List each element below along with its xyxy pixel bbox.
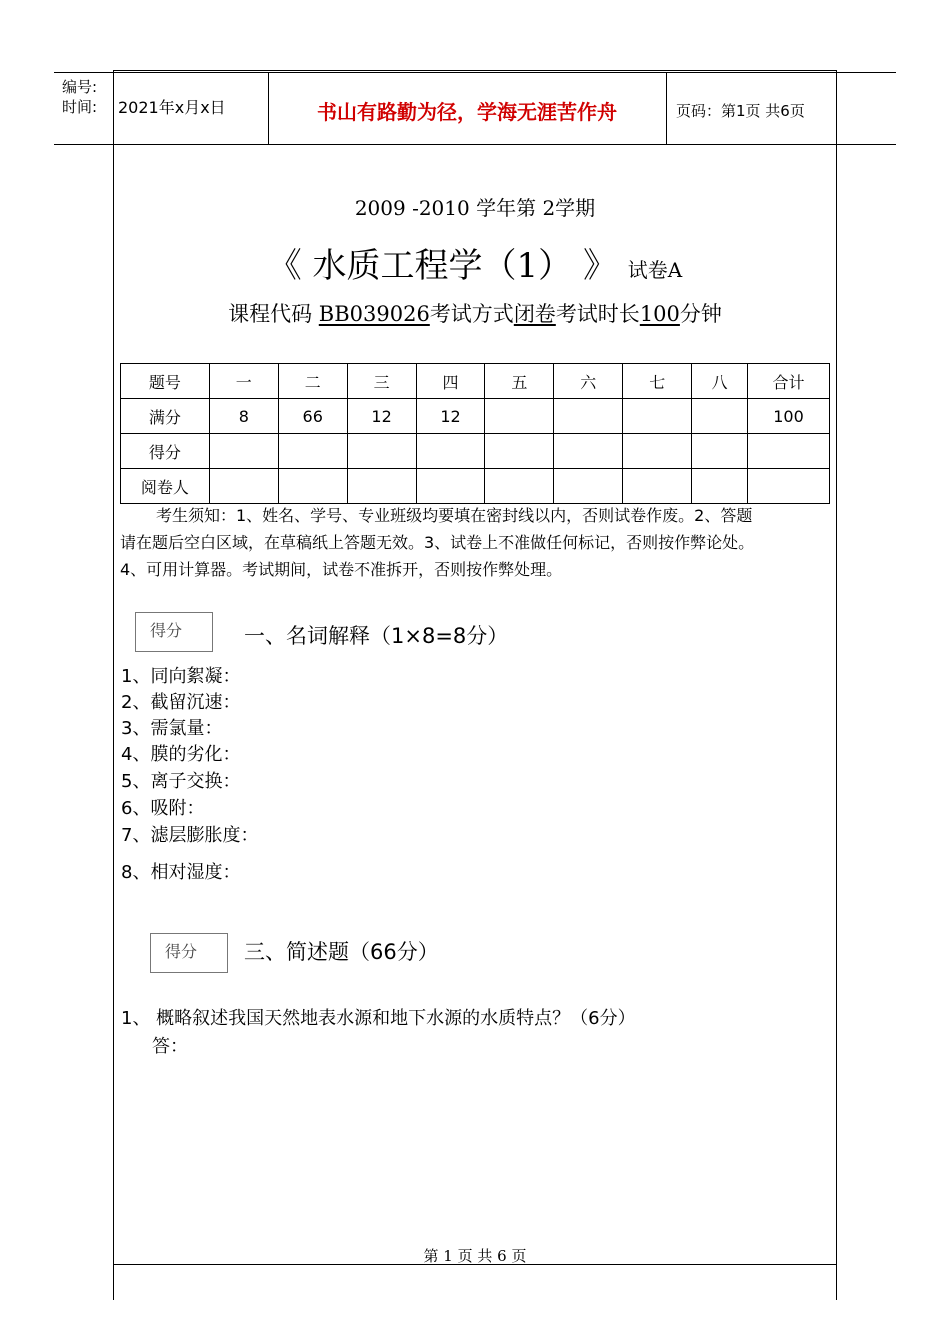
table-cell (623, 399, 692, 434)
table-header-cell: 四 (416, 364, 485, 399)
list-item: 3、需氯量： (121, 718, 223, 739)
grader-entry-cell[interactable] (416, 469, 485, 504)
table-header-cell: 六 (554, 364, 623, 399)
score-entry-cell[interactable] (347, 434, 416, 469)
score-entry-cell[interactable] (554, 434, 623, 469)
course-name: 《 水质工程学（1） 》 (267, 246, 617, 286)
number-label: 编号: (62, 78, 98, 96)
duration-label: 考试时长 (555, 302, 640, 326)
time-label: 时间: (62, 98, 98, 116)
page-frame-top (113, 70, 837, 71)
grader-entry-cell[interactable] (485, 469, 554, 504)
table-cell (692, 399, 748, 434)
page-footer: 第 1 页 共 6 页 (423, 1247, 527, 1265)
notice-line-3: 4、可用计算器。考试期间，试卷不准拆开，否则按作弊处理。 (120, 560, 563, 579)
exam-meta-line (0, 298, 950, 328)
table-cell: 12 (416, 399, 485, 434)
grader-entry-cell[interactable] (278, 469, 347, 504)
list-item: 8、相对湿度： (121, 862, 241, 883)
course-code-label: 课程代码 (228, 302, 319, 326)
table-row-full-marks (121, 399, 830, 434)
section3-score-box[interactable] (150, 933, 228, 973)
motto: 书山有路勤为径，学海无涯苦作舟 (317, 100, 617, 124)
section3-title: 三、简述题（66分） (244, 940, 439, 964)
table-cell: 阅卷人 (121, 469, 210, 504)
paper-version: 试卷A (627, 258, 683, 282)
grader-entry-cell[interactable] (748, 469, 830, 504)
score-table-header-row (121, 364, 830, 399)
score-box-label: 得分 (165, 942, 198, 961)
list-item: 5、离子交换： (121, 771, 241, 792)
header-bottom-rule (54, 144, 896, 145)
list-item: 7、滤层膨胀度： (121, 825, 259, 846)
grader-entry-cell[interactable] (623, 469, 692, 504)
table-cell (554, 399, 623, 434)
score-entry-cell[interactable] (623, 434, 692, 469)
duration-value: 100 (639, 302, 680, 326)
table-cell: 66 (278, 399, 347, 434)
score-entry-cell[interactable] (485, 434, 554, 469)
table-cell: 得分 (121, 434, 210, 469)
table-header-cell: 二 (278, 364, 347, 399)
notice-line-1: 考生须知：1、姓名、学号、专业班级均要填在密封线以内，否则试卷作废。2、答题 (156, 506, 753, 525)
duration-unit: 分钟 (679, 302, 722, 326)
answer-label: 答： (152, 1036, 188, 1057)
exam-mode-label: 考试方式 (429, 302, 514, 326)
header-top-rule (54, 72, 896, 73)
table-header-cell: 八 (692, 364, 748, 399)
list-item: 6、吸附： (121, 798, 205, 819)
grader-entry-cell[interactable] (347, 469, 416, 504)
course-title (0, 238, 950, 287)
list-item: 1、同向絮凝： (121, 666, 241, 687)
exam-notice (120, 502, 842, 583)
table-header-cell: 一 (209, 364, 278, 399)
table-header-cell: 七 (623, 364, 692, 399)
header-divider-mid2 (666, 72, 667, 144)
list-item: 4、膜的劣化： (121, 744, 241, 765)
score-entry-cell[interactable] (692, 434, 748, 469)
score-entry-cell[interactable] (748, 434, 830, 469)
section1-score-box[interactable] (135, 612, 213, 652)
list-item: 2、截留沉速： (121, 692, 241, 713)
table-row-score (121, 434, 830, 469)
table-row-grader (121, 469, 830, 504)
score-box-label: 得分 (150, 621, 183, 640)
notice-line-2: 请在题后空白区域，在草稿纸上答题无效。3、试卷上不准做任何标记，否则按作弊论处。 (120, 533, 755, 552)
table-cell (485, 399, 554, 434)
page-info: 页码：第1页 共6页 (676, 102, 805, 120)
question-1: 1、 概略叙述我国天然地表水源和地下水源的水质特点？（6分） (121, 1008, 636, 1029)
table-cell: 100 (748, 399, 830, 434)
course-code: BB039026 (318, 302, 430, 326)
score-entry-cell[interactable] (278, 434, 347, 469)
grader-entry-cell[interactable] (692, 469, 748, 504)
table-header-cell: 题号 (121, 364, 210, 399)
table-header-cell: 合计 (748, 364, 830, 399)
score-entry-cell[interactable] (416, 434, 485, 469)
grader-entry-cell[interactable] (554, 469, 623, 504)
table-cell: 满分 (121, 399, 210, 434)
table-header-cell: 三 (347, 364, 416, 399)
table-header-cell: 五 (485, 364, 554, 399)
semester-line: 2009 -2010 学年第 2学期 (354, 196, 596, 220)
table-cell: 12 (347, 399, 416, 434)
exam-mode: 闭卷 (513, 302, 556, 326)
table-cell: 8 (209, 399, 278, 434)
exam-date: 2021年x月x日 (118, 98, 226, 117)
section1-title: 一、名词解释（1×8=8分） (244, 624, 509, 648)
grader-entry-cell[interactable] (209, 469, 278, 504)
score-table (120, 363, 830, 504)
score-entry-cell[interactable] (209, 434, 278, 469)
